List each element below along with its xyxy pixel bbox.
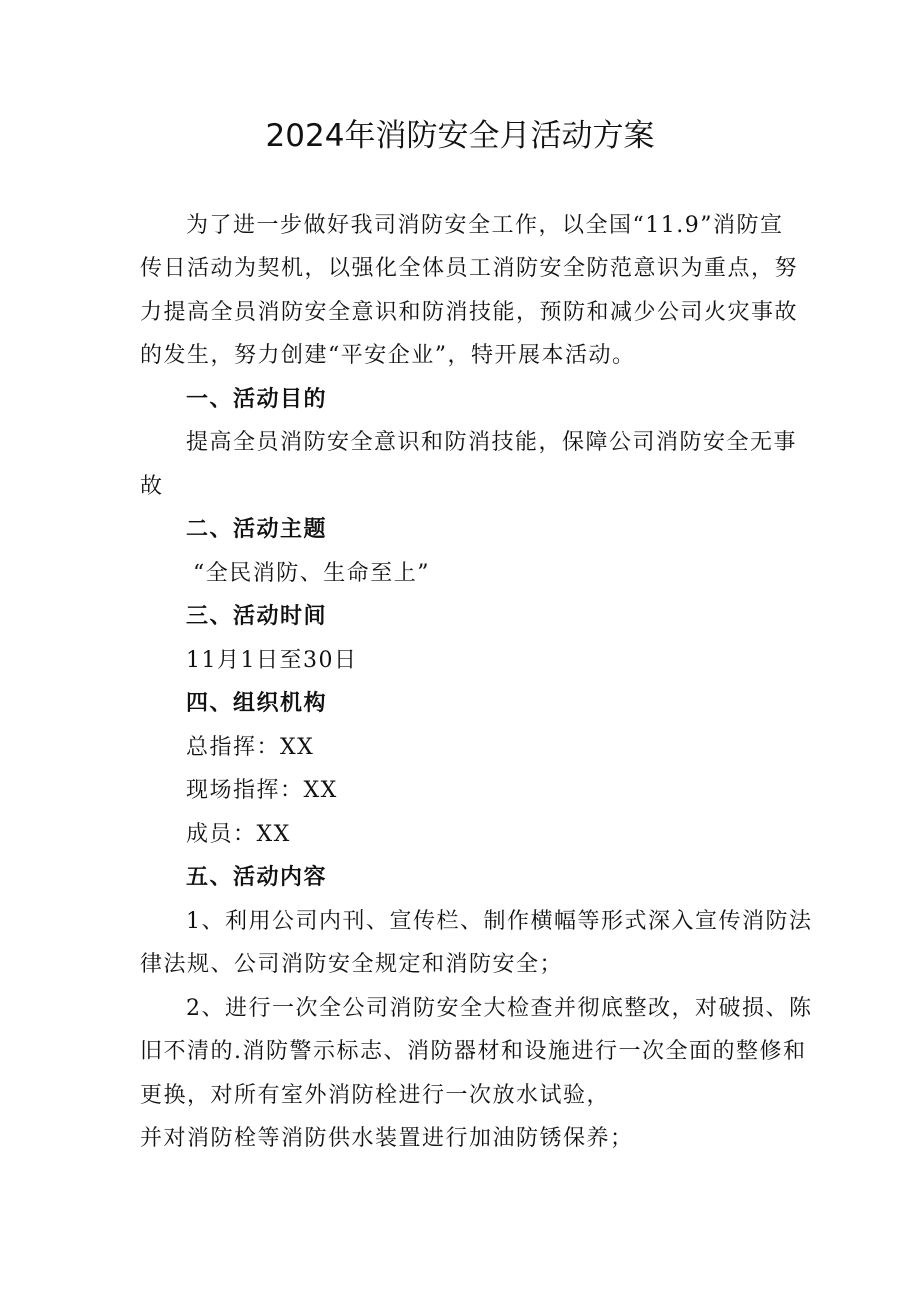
- content-item2-line-3: 更换，对所有室外消防栓进行一次放水试验，: [140, 1083, 611, 1108]
- intro-line-1: 为了进一步做好我司消防安全工作，以全国“11.9”消防宣: [186, 213, 784, 238]
- section-heading-organization: 四、组织机构: [186, 691, 328, 716]
- section-heading-time: 三、活动时间: [186, 604, 328, 629]
- content-item1-line-1: 1、利用公司内刊、宣传栏、制作横幅等形式深入宣传消防法: [186, 909, 813, 934]
- intro-line-4: 的发生，努力创建“平安企业”，特开展本活动。: [140, 343, 636, 368]
- purpose-line-2: 故: [140, 474, 164, 499]
- content-item2-line-1: 2、进行一次全公司消防安全大检查并彻底整改，对破损、陈: [186, 996, 813, 1021]
- section-heading-purpose: 一、活动目的: [186, 387, 328, 412]
- intro-line-2: 传日活动为契机，以强化全体员工消防安全防范意识为重点，努: [140, 256, 799, 281]
- content-item2-line-2: 旧不清的.消防警示标志、消防器材和设施进行一次全面的整修和: [140, 1039, 807, 1064]
- purpose-line-1: 提高全员消防安全意识和防消技能，保障公司消防安全无事: [186, 430, 798, 455]
- intro-line-3: 力提高全员消防安全意识和防消技能，预防和减少公司火灾事故: [140, 300, 799, 325]
- section-heading-theme: 二、活动主题: [186, 517, 328, 542]
- site-commander-text: 现场指挥：XX: [186, 778, 338, 803]
- document-title: 2024年消防安全月活动方案: [265, 118, 655, 154]
- members-text: 成员：XX: [186, 822, 291, 847]
- time-text: 11月1日至30日: [186, 648, 358, 673]
- content-item2-line-4: 并对消防栓等消防供水装置进行加油防锈保养；: [140, 1126, 634, 1151]
- section-heading-content: 五、活动内容: [186, 865, 328, 890]
- commander-text: 总指挥：XX: [186, 735, 315, 760]
- theme-text: “全民消防、生命至上”: [193, 561, 430, 586]
- content-item1-line-2: 律法规、公司消防安全规定和消防安全；: [140, 952, 564, 977]
